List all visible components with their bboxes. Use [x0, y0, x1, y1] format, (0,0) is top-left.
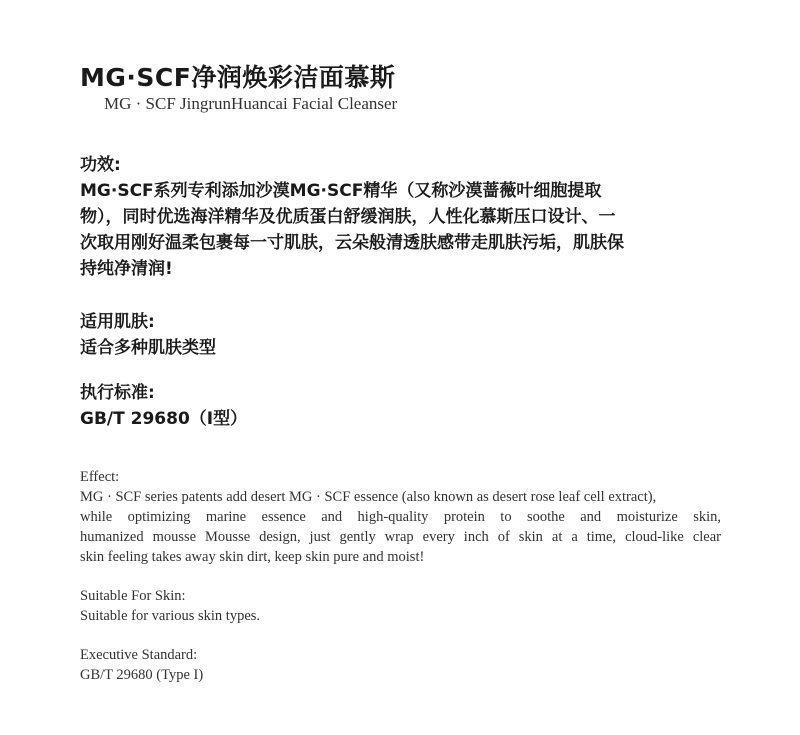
- cn-effect-line: 持纯净清润!: [80, 259, 173, 279]
- product-title-english: MG · SCF JingrunHuancai Facial Cleanser: [104, 94, 398, 113]
- cn-effect-section: [80, 152, 720, 282]
- cn-effect-label: 功效:: [80, 155, 121, 175]
- cn-standard-label: 执行标准:: [80, 383, 155, 403]
- en-standard-label: Executive Standard:: [80, 647, 198, 663]
- en-effect-line: skin feeling takes away skin dirt, keep skin pure and moist!: [80, 549, 425, 565]
- cn-skin-label: 适用肌肤:: [80, 312, 155, 332]
- en-effect-line: while optimizing marine essence and high-quality protein to soothe and moisturize skin,: [80, 509, 721, 525]
- cn-skin-section: [80, 309, 720, 361]
- en-skin-label: Suitable For Skin:: [80, 588, 186, 604]
- cn-standard-text: GB/T 29680（Ⅰ型）: [80, 409, 248, 429]
- en-effect-line: humanized mousse Mousse design, just gently wrap every inch of skin at a time, cloud-like clear: [80, 529, 721, 545]
- en-skin-text: Suitable for various skin types.: [80, 608, 261, 624]
- en-standard-text: GB/T 29680 (Type I): [80, 667, 204, 683]
- en-skin-section: [80, 586, 721, 626]
- en-standard-section: [80, 645, 721, 685]
- cn-effect-line: 物），同时优选海洋精华及优质蛋白舒缓润肤，人性化慕斯压口设计、一: [80, 207, 616, 227]
- en-effect-section: [80, 467, 721, 567]
- cn-effect-line: 次取用刚好温柔包裹每一寸肌肤，云朵般清透肤感带走肌肤污垢，肌肤保: [80, 233, 624, 253]
- product-title-chinese: MG·SCF净润焕彩洁面慕斯: [80, 63, 396, 92]
- en-effect-label: Effect:: [80, 469, 120, 485]
- cn-effect-line: MG·SCF系列专利添加沙漠MG·SCF精华（又称沙漠蔷薇叶细胞提取: [80, 181, 602, 201]
- en-effect-line: MG · SCF series patents add desert MG · SCF essence (also known as desert rose leaf cell extract),: [80, 489, 657, 505]
- cn-standard-section: [80, 380, 720, 432]
- cn-skin-text: 适合多种肌肤类型: [80, 338, 216, 358]
